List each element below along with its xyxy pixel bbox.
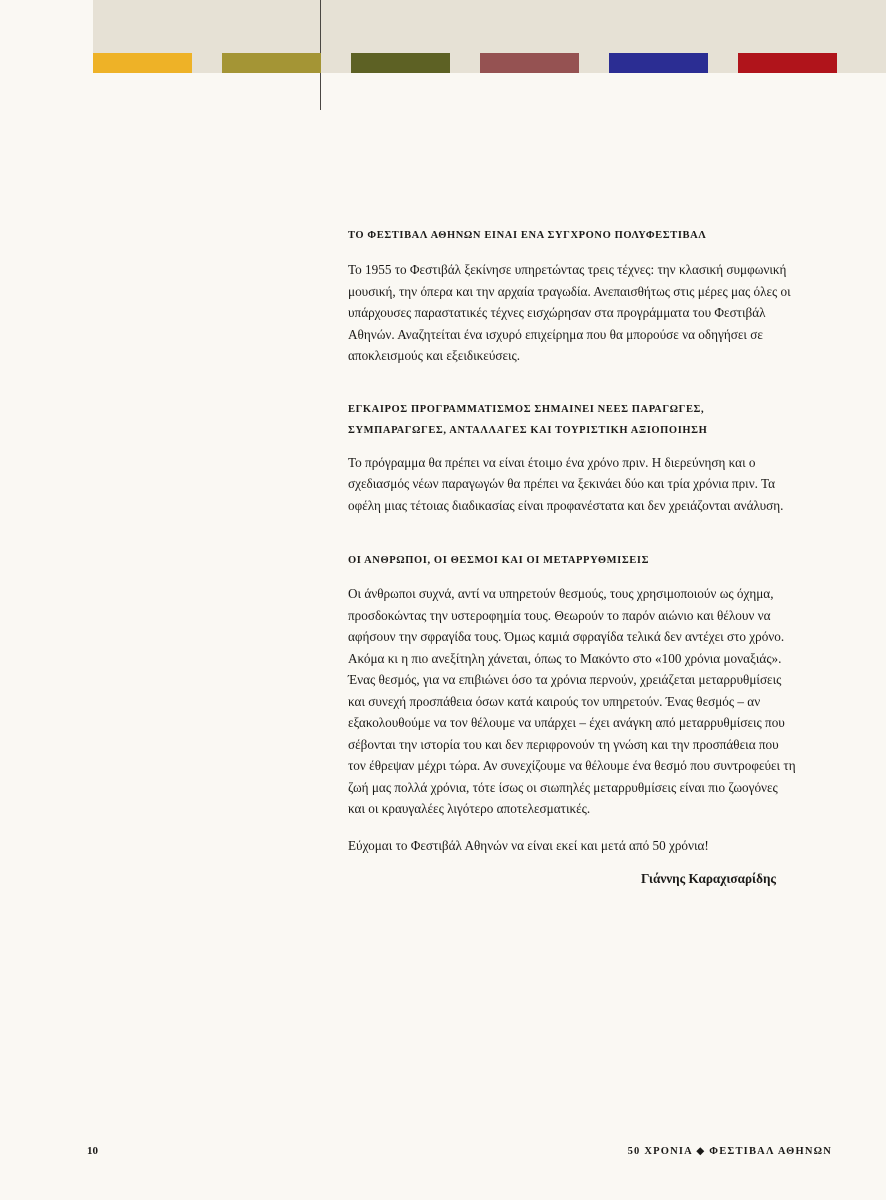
running-footer: 50 ΧΡΟΝΙΑ ◆ ΦΕΣΤΙΒΑΛ ΑΘΗΝΩΝ — [627, 1146, 832, 1157]
article-body — [348, 225, 798, 889]
section-heading: ΟΙ ΑΝΘΡΩΠΟΙ, ΟΙ ΘΕΣΜΟΙ ΚΑΙ ΟΙ ΜΕΤΑΡΡΥΘΜΙΣΕΙΣ — [348, 555, 650, 566]
closing-sentence: Εύχομαι το Φεστιβάλ Αθηνών να είναι εκεί και μετά από 50 χρόνια! — [348, 837, 709, 853]
section-paragraph: Οι άνθρωποι συχνά, αντί να υπηρετούν θεσμούς, τους χρησιμοποιούν ως όχημα, προσδοκώντας την υστεροφημία τους. Θεωρούν το παρόν αιώνιο και θέλουν να αφήσουν την σφραγίδα τους. Όμως καμιά σφραγίδα τελικά δεν αντέχει στο χρόνο. Ακόμα κι η πιο ανεξίτηλη χάνεται, όπως το Μακόντο στο «100 χρόνια μοναξιάς». Ένας θεσμός, για να επιβιώνει όσο τα χρόνια περνούν, χρειάζεται μεταρρυθμίσεις και συνεχή προσπάθεια όσων κατά καιρούς τον υπηρετούν. Ένας θεσμός – αν εξακολουθούμε να τον θέλουμε να υπάρχει – έχει ανάγκη από μεταρρυθμίσεις που σέβονται την ιστορία του και δεν περιφρονούν τη γνώση και την προσπάθεια που τον έθρεψαν μέχρι τώρα. Αν συνεχίζουμε να θέλουμε ένα θεσμό που συντροφεύει τη ζωή μας πολλά χρόνια, τότε ίσως οι σιωπηλές μεταρρυθμίσεις είναι πιο ζωογόνες και οι κραυγαλέες λιγότερο αποτελεσματικές. — [348, 586, 796, 816]
color-swatch — [738, 53, 837, 73]
color-swatch — [480, 53, 579, 73]
section-heading: ΤΟ ΦΕΣΤΙΒΑΛ ΑΘΗΝΩΝ ΕΙΝΑΙ ΕΝΑ ΣΥΓΧΡΟΝΟ ΠΟΛΥΦΕΣΤΙΒΑΛ — [348, 230, 707, 241]
color-swatch — [351, 53, 450, 73]
color-swatch — [93, 53, 192, 73]
section-paragraph: Το 1955 το Φεστιβάλ ξεκίνησε υπηρετώντας τρεις τέχνες: την κλασική συμφωνική μουσική, την όπερα και την αρχαία τραγωδία. Ανεπαισθήτως στις μέρες μας όλες οι υπάρχουσες παραστατικές τέχνες εισχώρησαν στα προγράμματα του Φεστιβάλ Αθηνών. Αναζητείται ένα ισχυρό επιχείρημα που θα μπορούσε να οδηγήσει σε αποκλεισμούς και εξειδικεύσεις. — [348, 262, 791, 363]
color-swatch — [609, 53, 708, 73]
color-swatch — [222, 53, 321, 73]
page-number: 10 — [87, 1145, 98, 1157]
author-signature: Γιάννης Καραχισαρίδης — [640, 871, 776, 886]
section-paragraph: Το πρόγραμμα θα πρέπει να είναι έτοιμο ένα χρόνο πριν. Η διερεύνηση και ο σχεδιασμός νέων παραγωγών θα πρέπει να ξεκινάει δύο και τρία χρόνια πριν. Τα οφέλη μιας τέτοιας διαδικασίας είναι προφανέστατα και δεν χρειάζονται ανάλυση. — [348, 454, 784, 513]
section-heading: ΕΓΚΑΙΡΟΣ ΠΡΟΓΡΑΜΜΑΤΙΣΜΟΣ ΣΗΜΑΙΝΕΙ ΝΕΕΣ ΠΑΡΑΓΩΓΕΣ, ΣΥΜΠΑΡΑΓΩΓΕΣ, ΑΝΤΑΛΛΑΓΕΣ ΚΑΙ ΤΟΥΡΙΣΤΙΚΗ ΑΞΙΟΠΟΙΗΣΗ — [348, 403, 708, 436]
